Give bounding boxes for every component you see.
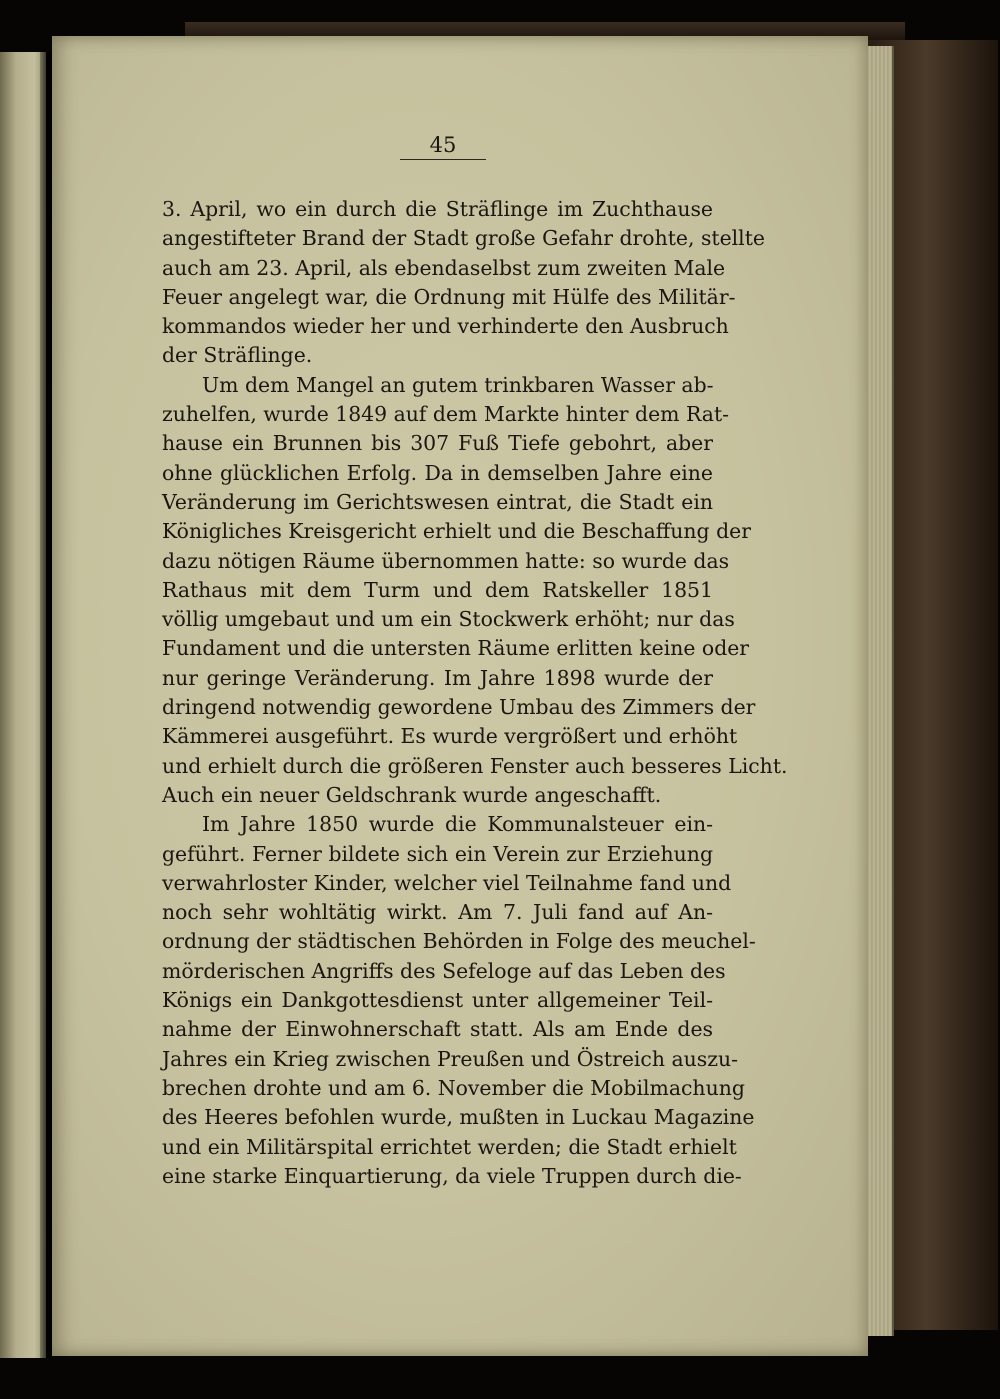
text-line: Auch ein neuer Geldschrank wurde angeschafft. (162, 782, 662, 807)
page-number: 45 (400, 133, 486, 160)
text-line: und ein Militärspital errichtet werden; die Stadt erhielt (162, 1134, 737, 1159)
text-line: Königliches Kreisgericht erhielt und die Beschaffung der (162, 519, 751, 544)
text-line: brechen drohte und am 6. November die Mobilmachung (162, 1075, 745, 1100)
text-line: eine starke Einquartierung, da viele Truppen durch die- (162, 1163, 742, 1188)
text-line: mörderischen Angriffs des Sefeloge auf das Leben des (162, 958, 726, 983)
text-line: völlig umgebaut und um ein Stockwerk erhöht; nur das (162, 607, 735, 632)
text-line: noch sehr wohltätig wirkt. Am 7. Juli fand auf An- (162, 900, 713, 925)
text-line: nur geringe Veränderung. Im Jahre 1898 wurde der (162, 665, 713, 690)
paragraph (162, 371, 788, 810)
text-line: 3. April, wo ein durch die Sträflinge im Zuchthause (162, 197, 713, 221)
text-line: Feuer angelegt war, die Ordnung mit Hülfe des Militär- (162, 284, 736, 309)
text-line: ordnung der städtischen Behörden in Folge des meuchel- (162, 929, 756, 954)
paragraph (162, 810, 756, 1191)
text-line: der Sträflinge. (162, 343, 313, 368)
book-gutter-shadow (40, 52, 52, 1358)
text-line: geführt. Ferner bildete sich ein Verein zur Erziehung (162, 841, 713, 866)
text-line: Rathaus mit dem Turm und dem Ratskeller 1851 (162, 577, 713, 602)
text-line: zuhelfen, wurde 1849 auf dem Markte hinter dem Rat- (162, 402, 730, 427)
text-line: verwahrloster Kinder, welcher viel Teilnahme fand und (162, 870, 732, 895)
text-line: Im Jahre 1850 wurde die Kommunalsteuer ein- (202, 812, 713, 837)
text-line: Königs ein Dankgottesdienst unter allgemeiner Teil- (162, 988, 713, 1013)
text-line: nahme der Einwohnerschaft statt. Als am Ende des (162, 1017, 713, 1042)
text-line: Kämmerei ausgeführt. Es wurde vergrößert und erhöht (162, 724, 738, 749)
text-line: des Heeres befohlen wurde, mußten in Luckau Magazine (162, 1105, 755, 1130)
text-line: Fundament und die untersten Räume erlitten keine oder (162, 636, 750, 661)
text-line: angestifteter Brand der Stadt große Gefahr drohte, stellte (162, 226, 765, 251)
text-line: Um dem Mangel an gutem trinkbaren Wasser ab- (202, 372, 714, 397)
text-line: auch am 23. April, als ebendaselbst zum zweiten Male (162, 255, 726, 280)
text-line: dringend notwendig gewordene Umbau des Zimmers der (162, 695, 756, 720)
paragraph (162, 195, 765, 371)
text-line: Jahres ein Krieg zwischen Preußen und Östreich auszu- (162, 1046, 738, 1071)
text-line: hause ein Brunnen bis 307 Fuß Tiefe gebohrt, aber (162, 431, 713, 456)
text-line: ohne glücklichen Erfolg. Da in demselben Jahre eine (162, 460, 713, 485)
text-line: und erhielt durch die größeren Fenster auch besseres Licht. (162, 753, 788, 778)
text-line: Veränderung im Gerichtswesen eintrat, die Stadt ein (162, 489, 713, 514)
body-text (162, 195, 788, 1191)
text-line: kommandos wieder her und verhinderte den Ausbruch (162, 314, 729, 339)
text-line: dazu nötigen Räume übernommen hatte: so wurde das (162, 548, 730, 573)
